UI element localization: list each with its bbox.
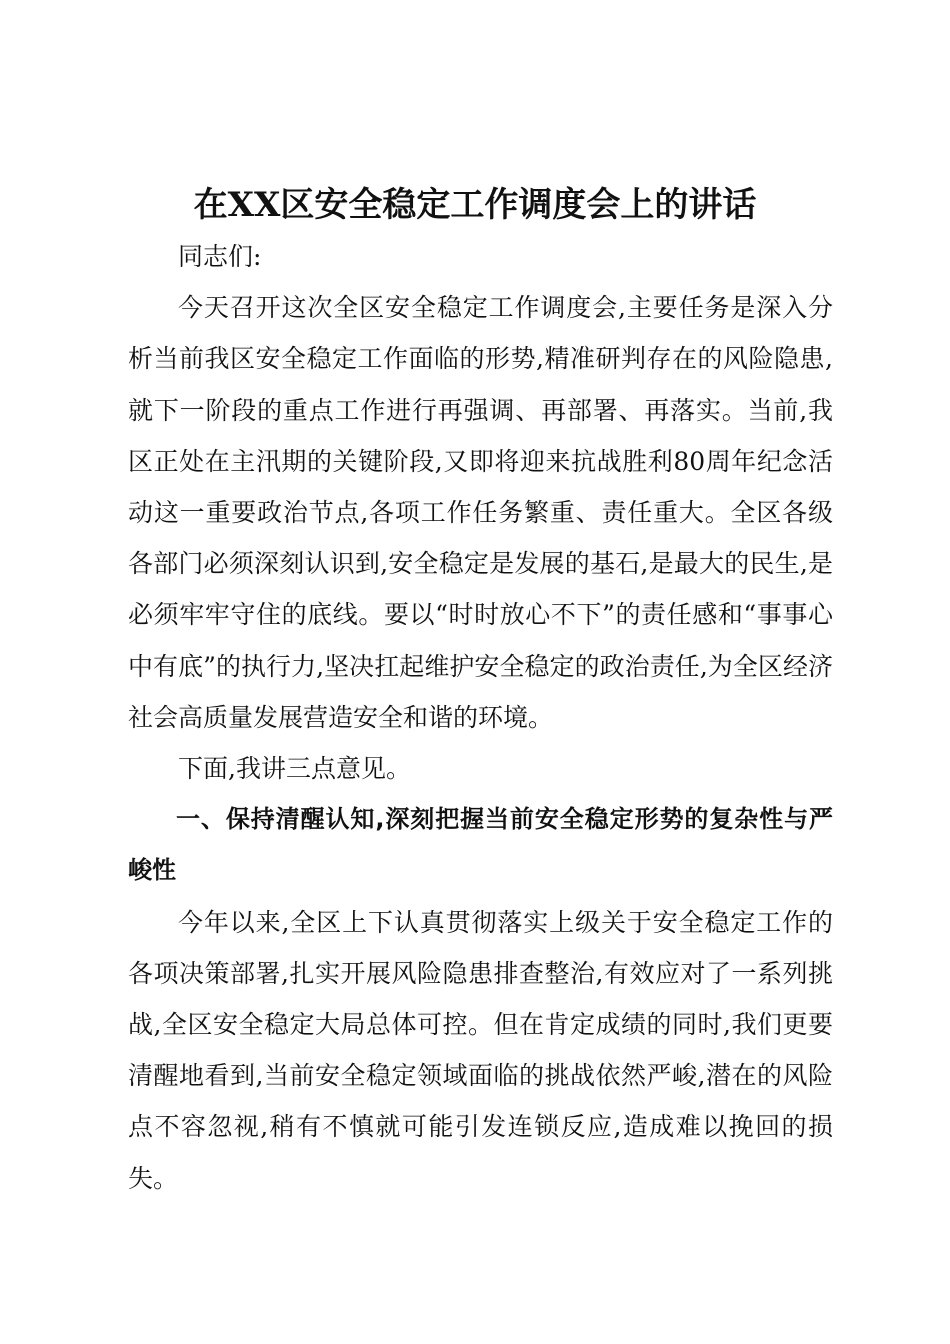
body-paragraph: 今天召开这次全区安全稳定工作调度会,主要任务是深入分析当前我区安全稳定工作面临的形势,精准研判存在的风险隐患,就下一阶段的重点工作进行再强调、再部署、再落实。当前,我区正处在主汛期的关键阶段,又即将迎来抗战胜利80周年纪念活动这一重要政治节点,各项工作任务繁重、责任重大。全区各级各部门必须深刻认识到,安全稳定是发展的基石,是最大的民生,是必须牢牢守住的底线。要以“时时放心不下”的责任感和“事事心中有底”的执行力,坚决扛起维护安全稳定的政治责任,为全区经济社会高质量发展营造安全和谐的环境。 bbox=[128, 293, 833, 732]
salutation: 同志们: bbox=[178, 242, 262, 271]
body-paragraph: 今年以来,全区上下认真贯彻落实上级关于安全稳定工作的各项决策部署,扎实开展风险隐患排查整治,有效应对了一系列挑战,全区安全稳定大局总体可控。但在肯定成绩的同时,我们更要清醒地看到,当前安全稳定领域面临的挑战依然严峻,潜在的风险点不容忽视,稍有不慎就可能引发连锁反应,造成难以挽回的损失。 bbox=[128, 907, 833, 1193]
document-body bbox=[128, 231, 833, 1204]
document-title: 在XX区安全稳定工作调度会上的讲话 bbox=[193, 185, 757, 225]
body-paragraph: 下面,我讲三点意见。 bbox=[178, 754, 411, 784]
section-heading: 一、保持清醒认知,深刻把握当前安全稳定形势的复杂性与严峻性 bbox=[128, 805, 833, 885]
